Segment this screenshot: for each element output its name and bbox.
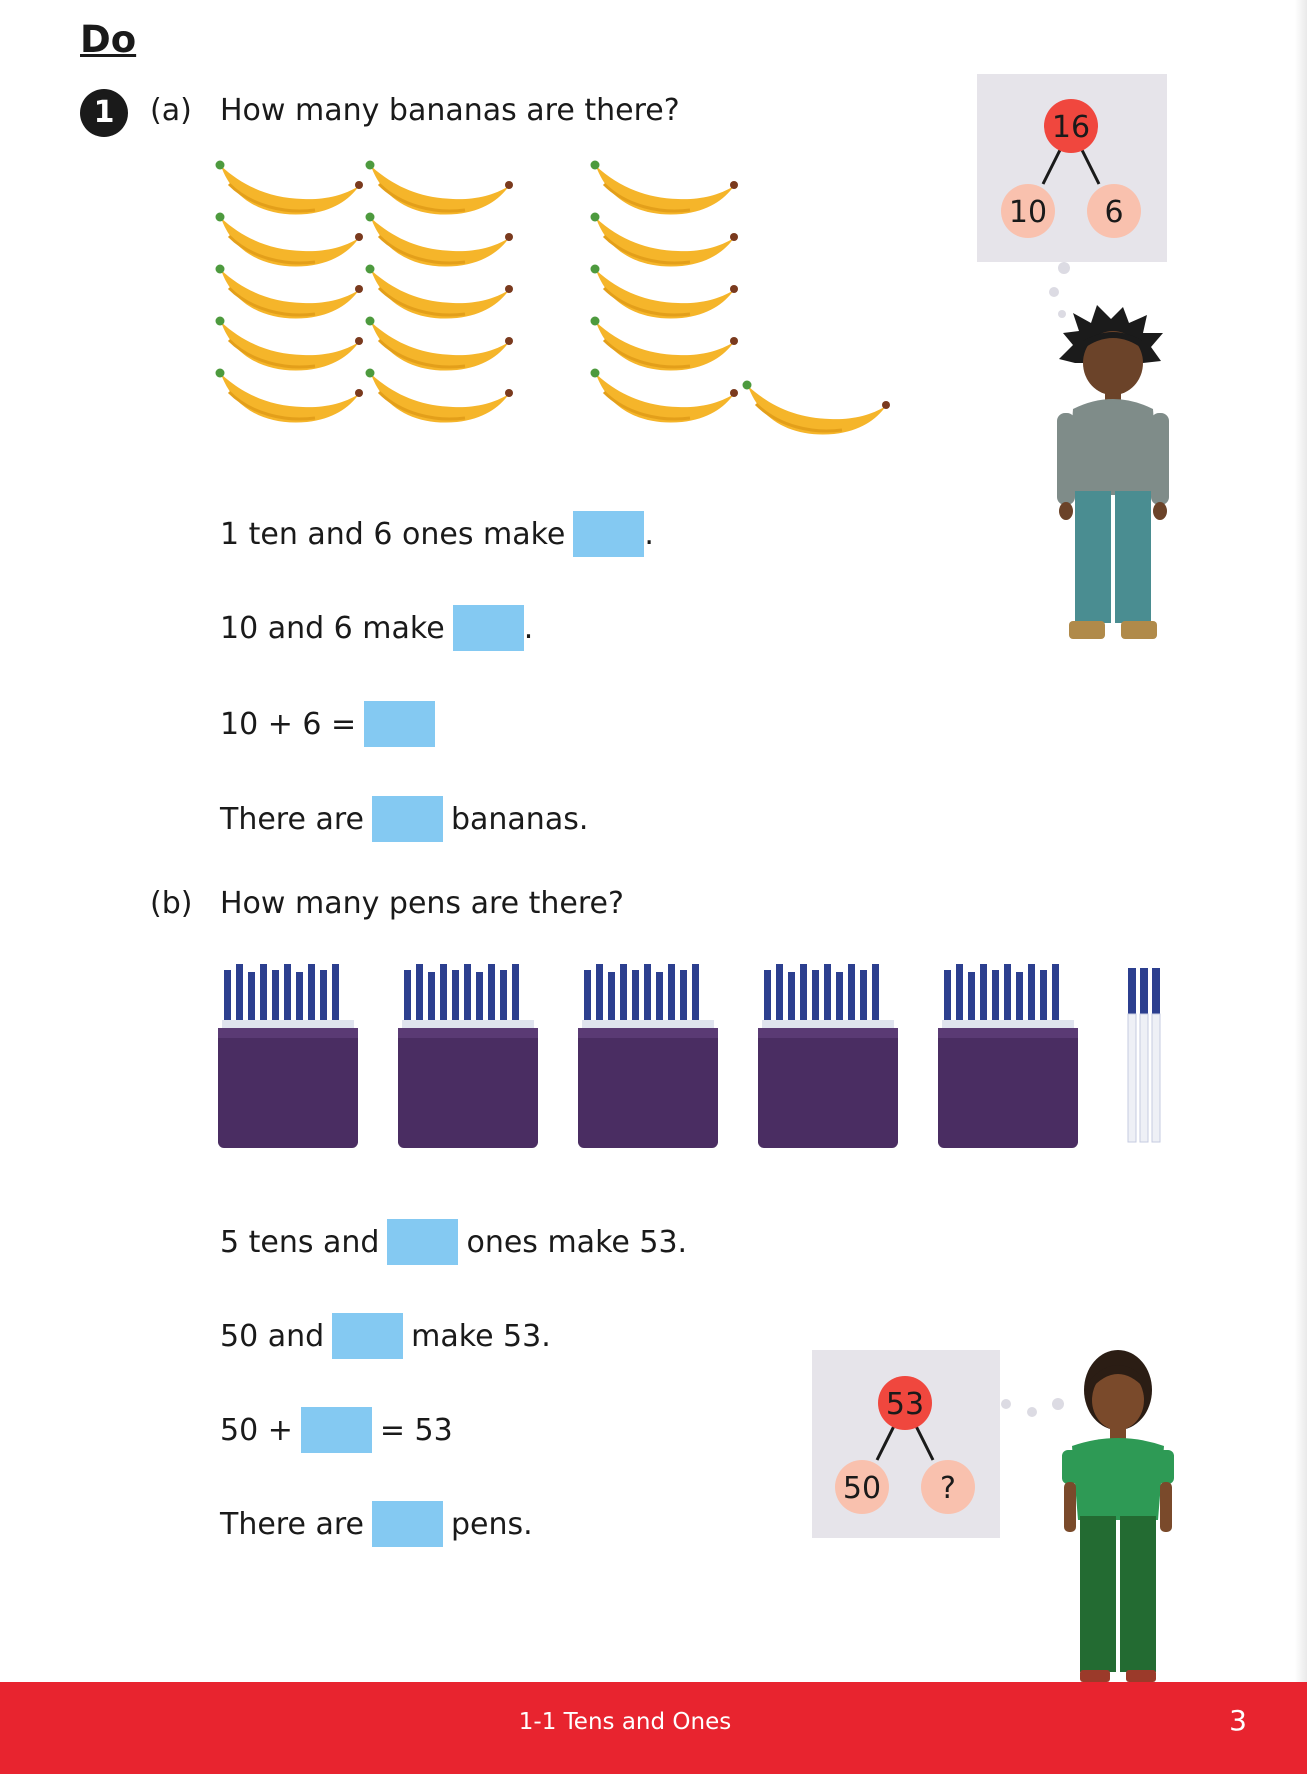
part-a-sentence-2 — [220, 604, 533, 652]
sentence-text: 1 ten and 6 ones make — [220, 516, 566, 552]
part-b-label: (b) — [150, 886, 193, 921]
pen-cup — [578, 964, 718, 1148]
answer-box[interactable] — [387, 1219, 458, 1265]
sentence-text: . — [644, 516, 654, 552]
pen-cup — [218, 964, 358, 1148]
girl-character-icon — [1058, 1350, 1178, 1682]
part-b-sentence-4 — [220, 1500, 533, 1548]
sentence-text: There are — [220, 1506, 364, 1542]
sentence-text: ones make 53. — [466, 1224, 688, 1260]
bond-part-value: 6 — [1104, 195, 1124, 230]
pens-illustration — [218, 964, 1168, 1164]
banana-group-1 — [216, 161, 364, 423]
sentence-text: 10 + 6 = — [220, 706, 357, 742]
pen-cup — [758, 964, 898, 1148]
bananas-illustration — [215, 160, 915, 460]
section-heading: Do — [80, 18, 137, 61]
answer-box[interactable] — [573, 511, 644, 557]
page-number: 3 — [1229, 1704, 1247, 1737]
sentence-text: There are — [220, 801, 364, 837]
pen-cup — [398, 964, 538, 1148]
sentence-text: 5 tens and — [220, 1224, 380, 1260]
sentence-text: 50 + — [220, 1412, 293, 1448]
boy-character-icon — [1055, 305, 1175, 645]
bond-part-value: 10 — [1008, 195, 1048, 230]
answer-box[interactable] — [301, 1407, 372, 1453]
answer-box[interactable] — [332, 1313, 403, 1359]
answer-box[interactable] — [372, 796, 443, 842]
part-a-sentence-3 — [220, 700, 435, 748]
banana-group-2 — [366, 161, 514, 423]
answer-box[interactable] — [453, 605, 524, 651]
number-bond-b — [812, 1350, 1000, 1538]
bond-part-value: ? — [940, 1471, 956, 1506]
sentence-text: . — [523, 610, 534, 646]
sentence-text: make 53. — [411, 1318, 551, 1354]
part-a-label: (a) — [150, 93, 192, 128]
answer-box[interactable] — [372, 1501, 443, 1547]
part-b-sentence-3 — [220, 1406, 453, 1454]
loose-pens — [1128, 968, 1160, 1142]
bond-part-value: 50 — [842, 1471, 882, 1506]
answer-box[interactable] — [364, 701, 435, 747]
part-b-question: How many pens are there? — [220, 886, 624, 921]
pen-cup — [938, 964, 1078, 1148]
sentence-text: bananas. — [450, 801, 589, 837]
part-a-sentence-4 — [220, 795, 588, 843]
part-a-sentence-1 — [220, 510, 654, 558]
lesson-title: 1-1 Tens and Ones — [518, 1709, 732, 1735]
number-bond-a — [977, 74, 1167, 262]
banana-group-3 — [591, 161, 891, 435]
sentence-text: pens. — [450, 1506, 533, 1542]
bond-whole-value: 53 — [885, 1387, 925, 1422]
part-b-sentence-2 — [220, 1312, 551, 1360]
bond-whole-value: 16 — [1051, 110, 1091, 145]
number-bond-card-b — [812, 1350, 1000, 1538]
sentence-text: 10 and 6 make — [220, 610, 445, 646]
page-edge — [1295, 0, 1307, 1774]
part-b-sentence-1 — [220, 1218, 687, 1266]
sentence-text: = 53 — [379, 1412, 453, 1448]
number-bond-card-a — [977, 74, 1167, 262]
question-number-badge: 1 — [80, 89, 128, 137]
sentence-text: 50 and — [220, 1318, 325, 1354]
part-a-question: How many bananas are there? — [220, 93, 680, 128]
